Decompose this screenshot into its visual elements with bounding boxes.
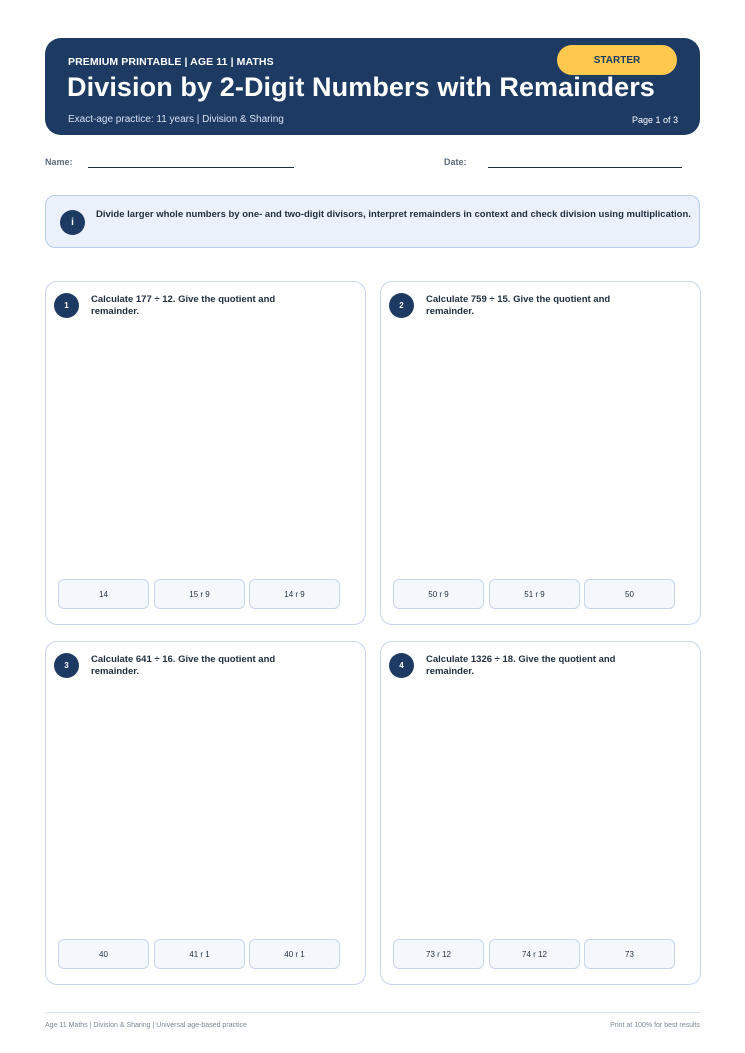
difficulty-badge: STARTER	[557, 45, 677, 75]
header-eyebrow: PREMIUM PRINTABLE | AGE 11 | MATHS	[68, 56, 274, 68]
answer-option[interactable]: 50	[584, 579, 675, 609]
date-label: Date:	[444, 157, 467, 167]
page-title: Division by 2-Digit Numbers with Remainders	[67, 72, 655, 102]
question-card	[380, 281, 701, 625]
answer-option[interactable]: 40	[58, 939, 149, 969]
question-text: Calculate 177 ÷ 12. Give the quotient and remainder.	[91, 294, 276, 317]
date-field[interactable]	[488, 167, 682, 168]
footer-divider	[45, 1012, 700, 1013]
answer-option[interactable]: 74 r 12	[489, 939, 580, 969]
page-indicator: Page 1 of 3	[631, 115, 678, 125]
question-text: Calculate 759 ÷ 15. Give the quotient and remainder.	[426, 294, 611, 317]
answer-option[interactable]: 14	[58, 579, 149, 609]
info-icon: i	[60, 210, 85, 235]
answer-option[interactable]: 15 r 9	[154, 579, 245, 609]
answer-option[interactable]: 73	[584, 939, 675, 969]
answer-option[interactable]: 40 r 1	[249, 939, 340, 969]
question-number-badge: 1	[54, 293, 79, 318]
print-note: Print at 100% for best results	[610, 1022, 700, 1029]
footer-text: Age 11 Maths | Division & Sharing | Universal age-based practice	[45, 1022, 247, 1029]
question-card	[380, 641, 701, 985]
answer-option[interactable]: 14 r 9	[249, 579, 340, 609]
question-card	[45, 641, 366, 985]
name-field[interactable]	[88, 167, 294, 168]
question-card	[45, 281, 366, 625]
question-number-badge: 2	[389, 293, 414, 318]
header-subtitle: Exact-age practice: 11 years | Division & Sharing	[68, 114, 284, 125]
answer-option[interactable]: 73 r 12	[393, 939, 484, 969]
answer-option[interactable]: 50 r 9	[393, 579, 484, 609]
question-text: Calculate 1326 ÷ 18. Give the quotient and remainder.	[426, 654, 616, 677]
question-number-badge: 3	[54, 653, 79, 678]
name-label: Name:	[45, 157, 73, 167]
answer-option[interactable]: 41 r 1	[154, 939, 245, 969]
question-text: Calculate 641 ÷ 16. Give the quotient and remainder.	[91, 654, 276, 677]
question-number-badge: 4	[389, 653, 414, 678]
instructions-text: Divide larger whole numbers by one- and two-digit divisors, interpret remainders in context and check division using multiplication.	[96, 209, 691, 220]
worksheet-header	[45, 38, 700, 135]
instructions-box	[45, 195, 700, 248]
answer-option[interactable]: 51 r 9	[489, 579, 580, 609]
